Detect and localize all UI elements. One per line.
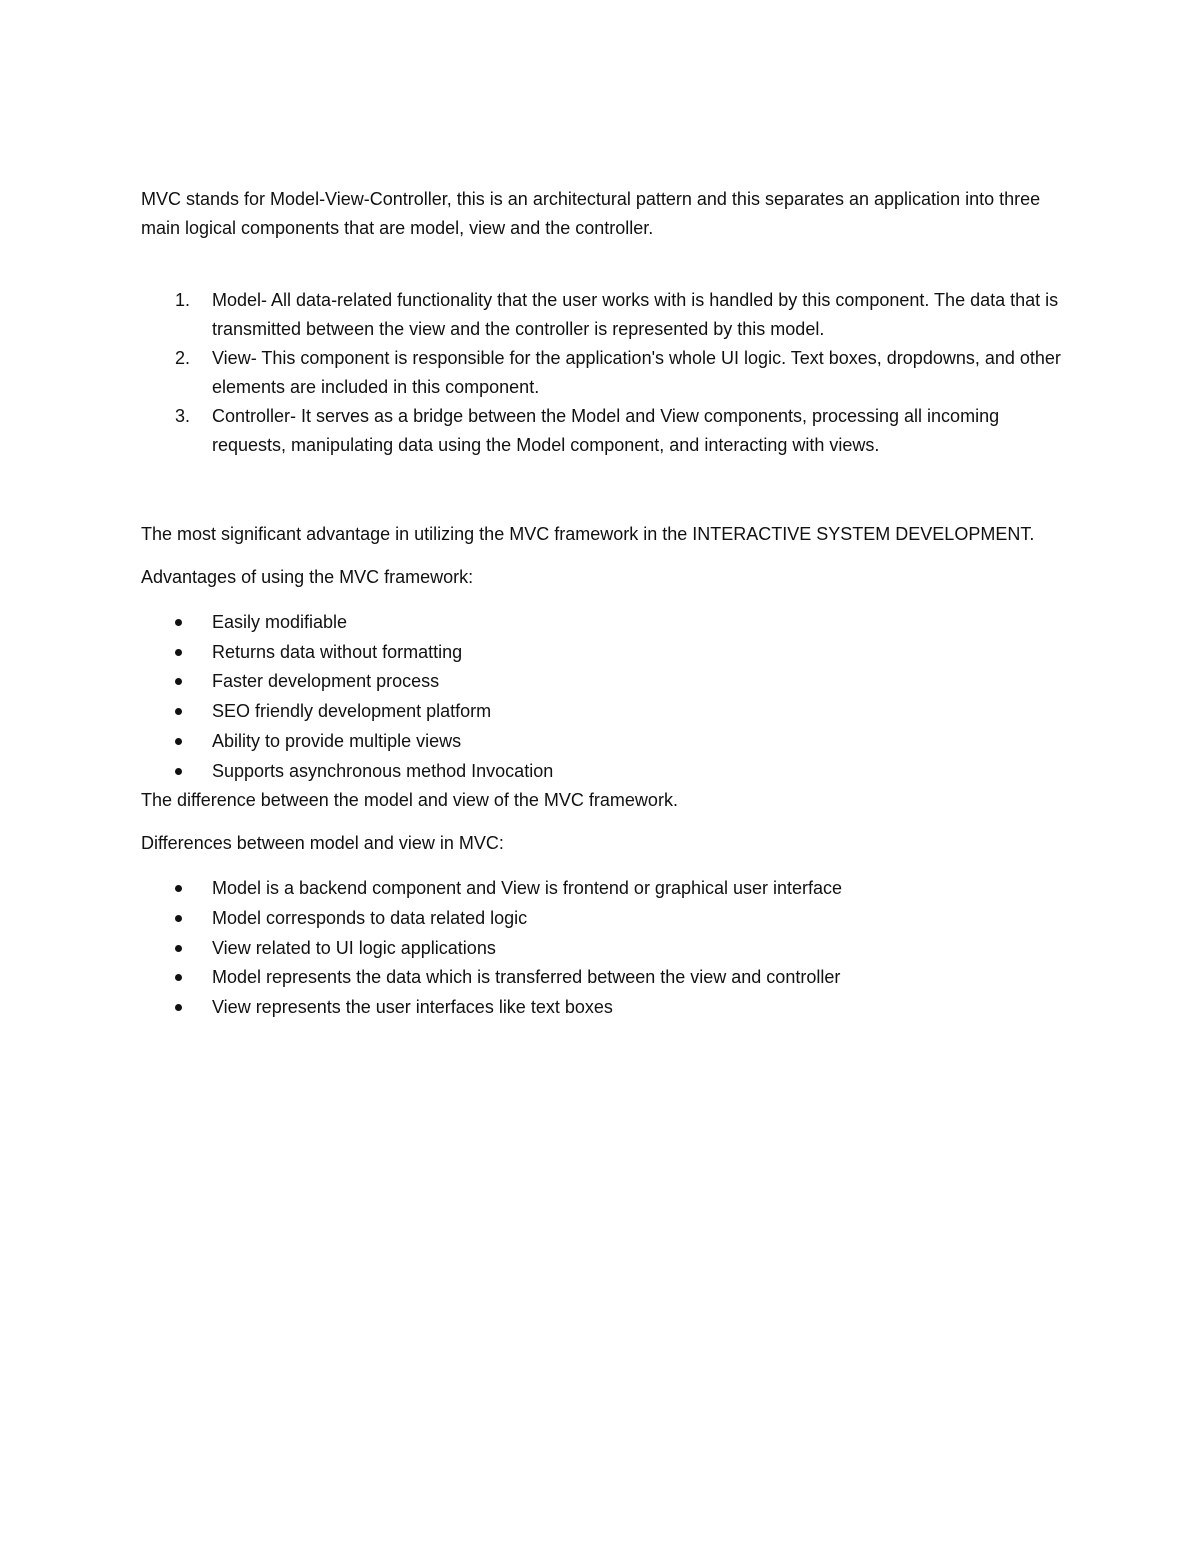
list-item-text: Model is a backend component and View is frontend or graphical user interface	[212, 878, 843, 899]
bullet-icon	[175, 974, 182, 981]
list-item	[141, 286, 1071, 344]
list-item	[141, 344, 1071, 402]
document-content	[141, 185, 1071, 1023]
bullet-icon	[175, 768, 182, 775]
list-item-text: SEO friendly development platform	[212, 701, 492, 722]
list-item	[141, 402, 1071, 460]
list-item	[141, 638, 1071, 668]
bullet-icon	[175, 915, 182, 922]
bullet-icon	[175, 678, 182, 685]
list-item-text: Easily modifiable	[212, 612, 348, 632]
differences-intro: Differences between model and view in MVC:	[141, 833, 504, 854]
list-item-text: Supports asynchronous method Invocation	[212, 760, 554, 781]
bullet-icon	[175, 619, 182, 626]
difference-heading: The difference between the model and view of the MVC framework.	[141, 790, 678, 811]
advantages-intro: Advantages of using the MVC framework:	[141, 567, 474, 587]
list-item	[141, 608, 1071, 638]
list-item	[141, 757, 1071, 787]
list-item	[141, 874, 1071, 904]
list-item-text: View represents the user interfaces like text boxes	[212, 997, 613, 1018]
list-item-text: Model corresponds to data related logic	[212, 907, 528, 928]
bullet-icon	[175, 945, 182, 952]
components-list	[141, 286, 1071, 460]
list-item	[141, 993, 1071, 1023]
list-number: 1.	[175, 290, 191, 310]
list-item-text: View- This component is responsible for the application's whole UI logic. Text boxes, dropdowns, and other elements are included in this component.	[212, 348, 1061, 397]
intro-paragraph: MVC stands for Model-View-Controller, this is an architectural pattern and this separates an application into three main logical components that are model, view and the controller.	[141, 189, 1041, 238]
list-item	[141, 727, 1071, 757]
list-item	[141, 963, 1071, 993]
list-item-text: Model represents the data which is transferred between the view and controller	[212, 967, 841, 988]
bullet-icon	[175, 1004, 182, 1011]
list-number: 2.	[175, 348, 191, 368]
list-item-text: Controller- It serves as a bridge between the Model and View components, processing all incoming requests, manipulating data using the Model component, and interacting with views.	[212, 406, 1000, 455]
bullet-icon	[175, 885, 182, 892]
bullet-icon	[175, 738, 182, 745]
list-item	[141, 697, 1071, 727]
list-item-text: Model- All data-related functionality that the user works with is handled by this component. The data that is transmitted between the view and the controller is represented by this model.	[212, 290, 1059, 339]
advantages-list	[141, 608, 1071, 786]
list-item-text: Returns data without formatting	[212, 641, 463, 662]
list-item	[141, 934, 1071, 964]
differences-list	[141, 874, 1071, 1023]
bullet-icon	[175, 649, 182, 656]
list-item-text: Faster development process	[212, 671, 440, 692]
list-item-text: View related to UI logic applications	[212, 937, 496, 958]
list-number: 3.	[175, 406, 191, 426]
list-item	[141, 667, 1071, 697]
list-item-text: Ability to provide multiple views	[212, 730, 462, 751]
list-item	[141, 904, 1071, 934]
bullet-icon	[175, 708, 182, 715]
advantage-heading: The most significant advantage in utilizing the MVC framework in the INTERACTIVE SYSTEM DEVELOPMENT.	[141, 524, 1035, 544]
